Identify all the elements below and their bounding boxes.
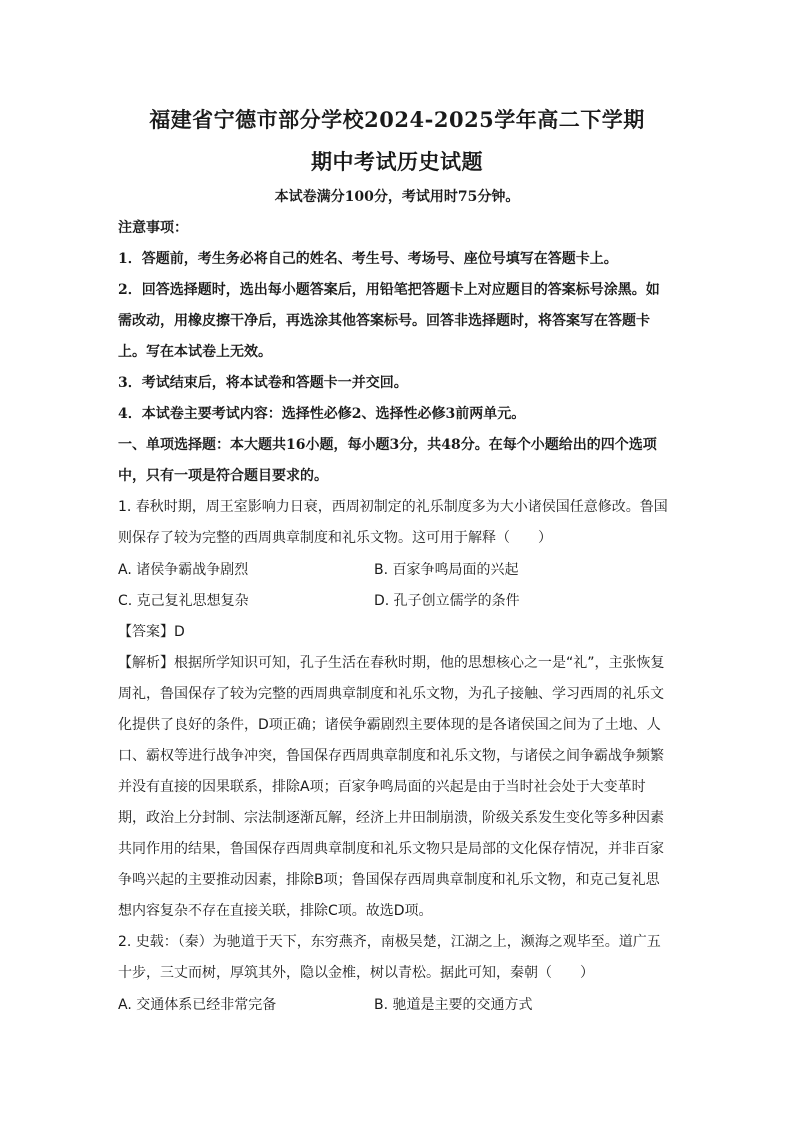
exam-title-line2: 期中考试历史试题 (311, 149, 483, 174)
exam-subtitle: 本试卷满分100分，考试用时75分钟。 (274, 189, 520, 205)
q2-stem-line2: 十步，三丈而树，厚筑其外，隐以金椎，树以青松。据此可知，秦朝（ ） (118, 965, 594, 981)
q2-stem-line1: 2. 史载：（秦）为驰道于天下，东穷燕齐，南极吴楚，江湖之上，濒海之观毕至。道广五 (118, 934, 661, 950)
notice-item-2-line3: 上。写在本试卷上无效。 (118, 344, 272, 360)
q1-analysis-line: 化提供了良好的条件，D项正确；诸侯争霸剧烈主要体现的是各诸侯国之间为了土地、人 (118, 717, 661, 733)
notice-item-2-line2: 需改动，用橡皮擦干净后，再选涂其他答案标号。回答非选择题时，将答案写在答题卡 (118, 313, 650, 329)
q1-stem-line1: 1. 春秋时期，周王室影响力日衰，西周初制定的礼乐制度多为大小诸侯国任意修改。鲁国 (118, 499, 668, 515)
q1-option-d: D. 孔子创立儒学的条件 (374, 593, 520, 609)
q1-option-c: C. 克己复礼思想复杂 (118, 593, 249, 609)
section-heading-line2: 中，只有一项是符合题目要求的。 (118, 468, 328, 484)
q1-analysis-line: 期，政治上分封制、宗法制逐渐瓦解，经济上井田制崩溃，阶级关系发生变化等多种因素 (118, 810, 664, 826)
q1-analysis-line: 【解析】根据所学知识可知，孔子生活在春秋时期，他的思想核心之一是“礼”，主张恢复 (118, 655, 665, 671)
q1-option-b: B. 百家争鸣局面的兴起 (374, 562, 519, 578)
q1-stem-line2: 则保存了较为完整的西周典章制度和礼乐文物。这可用于解释（ ） (118, 530, 552, 546)
section-heading-line1: 一、单项选择题：本大题共16小题，每小题3分，共48分。在每个小题给出的四个选项 (118, 437, 657, 453)
q1-analysis-line: 并没有直接的因果联系，排除A项；百家争鸣局面的兴起是由于当时社会处于大变革时 (118, 779, 646, 795)
q1-analysis-line: 争鸣兴起的主要推动因素，排除B项；鲁国保存西周典章制度和礼乐文物，和克己复礼思 (118, 872, 660, 888)
q1-option-a: A. 诸侯争霸战争剧烈 (118, 562, 249, 578)
q1-analysis-line: 想内容复杂不存在直接关联，排除C项。故选D项。 (118, 903, 433, 919)
q1-analysis-line: 共同作用的结果，鲁国保存西周典章制度和礼乐文物只是局部的文化保存情况，并非百家 (118, 841, 664, 857)
q1-analysis-line: 周礼，鲁国保存了较为完整的西周典章制度和礼乐文物，为孔子接触、学习西周的礼乐文 (118, 686, 664, 702)
notice-item-1: 1．答题前，考生务必将自己的姓名、考生号、考场号、座位号填写在答题卡上。 (118, 251, 618, 267)
notice-heading: 注意事项： (118, 220, 188, 236)
notice-item-3: 3．考试结束后，将本试卷和答题卡一并交回。 (118, 375, 408, 391)
exam-title-line1: 福建省宁德市部分学校2024-2025学年高二下学期 (149, 107, 645, 132)
q2-option-b: B. 驰道是主要的交通方式 (374, 997, 533, 1013)
notice-item-4: 4．本试卷主要考试内容：选择性必修2、选择性必修3前两单元。 (118, 406, 526, 422)
q1-analysis-line: 口、霸权等进行战争冲突，鲁国保存西周典章制度和礼乐文物，与诸侯之间争霸战争频繁 (118, 748, 664, 764)
q2-option-a: A. 交通体系已经非常完备 (118, 997, 277, 1013)
notice-item-2-line1: 2．回答选择题时，选出每小题答案后，用铅笔把答题卡上对应题目的答案标号涂黑。如 (118, 282, 660, 298)
q1-answer: 【答案】D (118, 624, 185, 640)
